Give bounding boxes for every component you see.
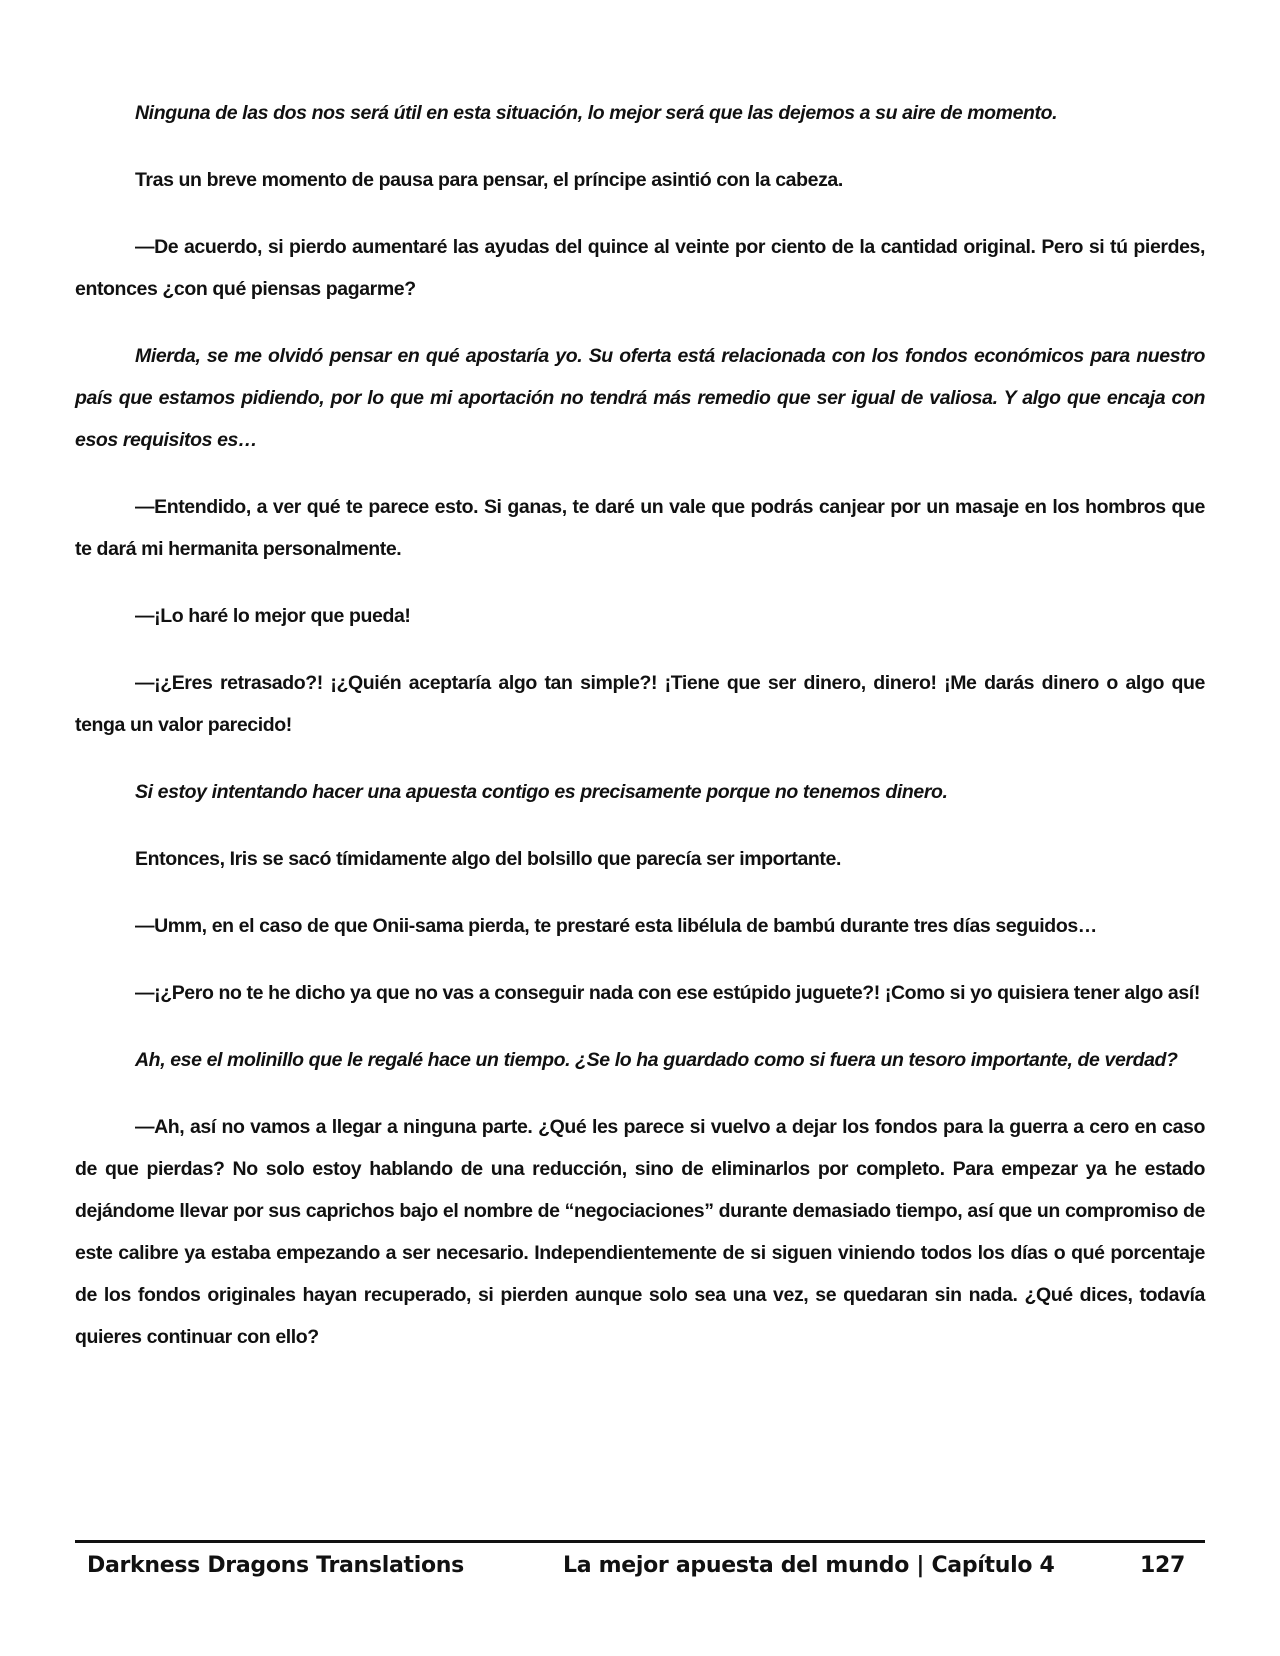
paragraph-dialogue: —¡Lo haré lo mejor que pueda! <box>135 605 411 627</box>
paragraph-thought: Si estoy intentando hacer una apuesta contigo es precisamente porque no tenemos dinero. <box>135 781 948 803</box>
paragraph-dialogue: —¡¿Pero no te he dicho ya que no vas a conseguir nada con ese estúpido juguete?! ¡Como si yo quisiera tener algo así! <box>135 982 1200 1004</box>
footer-page-number: 127 <box>1139 1553 1185 1578</box>
page-footer <box>75 1540 1205 1603</box>
paragraph: Tras un breve momento de pausa para pensar, el príncipe asintió con la cabeza. <box>135 169 843 191</box>
paragraph-dialogue: —¡¿Eres retrasado?! ¡¿Quién aceptaría algo tan simple?! ¡Tiene que ser dinero, dinero! ¡Me darás dinero o algo que tenga un valor parecido! <box>75 672 1205 736</box>
paragraph-dialogue: —Entendido, a ver qué te parece esto. Si ganas, te daré un vale que podrás canjear por un masaje en los hombros que te dará mi hermanita personalmente. <box>75 496 1205 560</box>
footer-chapter-title: La mejor apuesta del mundo | Capítulo 4 <box>563 1553 1055 1578</box>
paragraph-dialogue: —Ah, así no vamos a llegar a ninguna parte. ¿Qué les parece si vuelvo a dejar los fondos para la guerra a cero en caso de que pierdas? No solo estoy hablando de una reducción, sino de eliminarlos por completo. Para empezar ya he estado dejándome llevar por sus caprichos bajo el nombre de “negociaciones” durante demasiado tiempo, así que un compromiso de este calibre ya estaba empezando a ser necesario. Independientemente de si siguen viniendo todos los días o qué porcentaje de los fondos originales hayan recuperado, si pierden aunque solo sea una vez, se quedaran sin nada. ¿Qué dices, todavía quieres continuar con ello? <box>75 1116 1205 1348</box>
paragraph-dialogue: —De acuerdo, si pierdo aumentaré las ayudas del quince al veinte por ciento de la cantidad original. Pero si tú pierdes, entonces ¿con qué piensas pagarme? <box>75 236 1205 300</box>
footer-publisher: Darkness Dragons Translations <box>87 1553 464 1578</box>
paragraph-thought: Ninguna de las dos nos será útil en esta situación, lo mejor será que las dejemos a su aire de momento. <box>135 102 1058 124</box>
paragraph-thought: Ah, ese el molinillo que le regalé hace un tiempo. ¿Se lo ha guardado como si fuera un tesoro importante, de verdad? <box>135 1049 1178 1071</box>
page-body <box>75 92 1205 1383</box>
paragraph: Entonces, Iris se sacó tímidamente algo del bolsillo que parecía ser importante. <box>135 848 841 870</box>
paragraph-thought: Mierda, se me olvidó pensar en qué apostaría yo. Su oferta está relacionada con los fondos económicos para nuestro país que estamos pidiendo, por lo que mi aportación no tendrá más remedio que ser igual de valiosa. Y algo que encaja con esos requisitos es… <box>75 345 1205 451</box>
paragraph-dialogue: —Umm, en el caso de que Onii-sama pierda, te prestaré esta libélula de bambú durante tres días seguidos… <box>135 915 1097 937</box>
